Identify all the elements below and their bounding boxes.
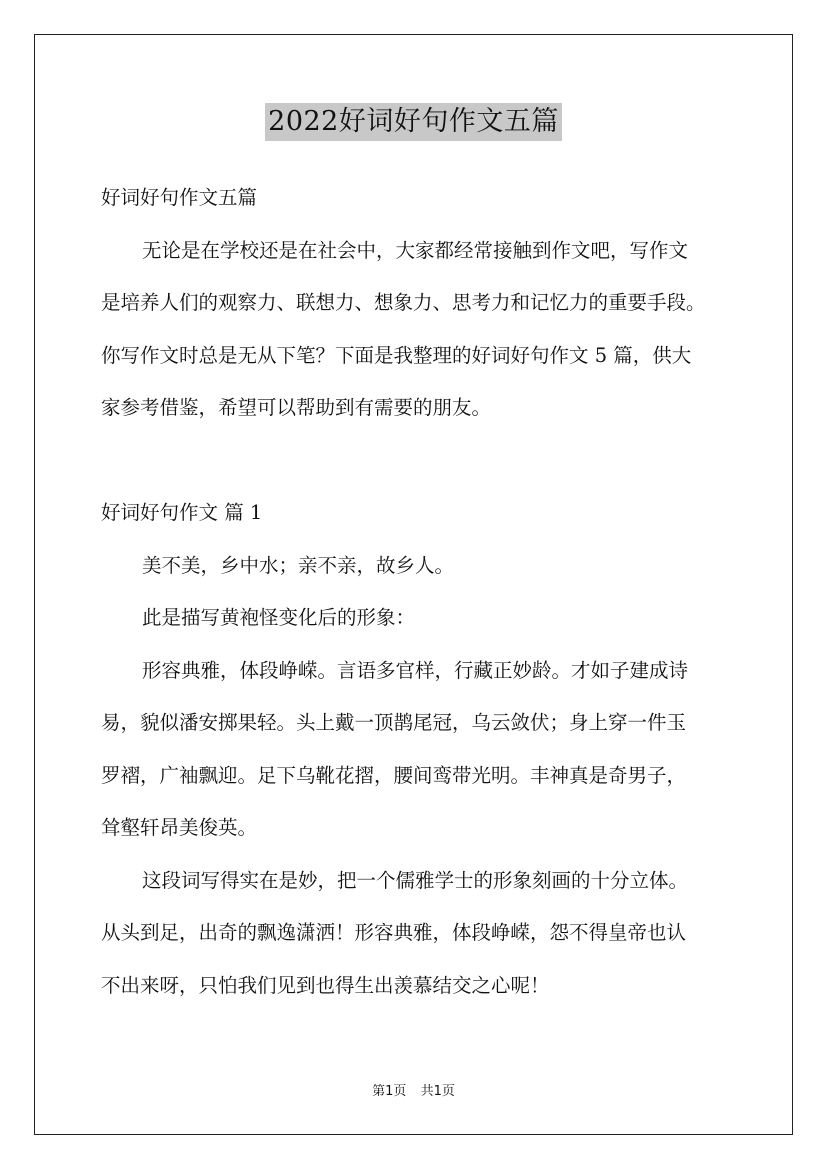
intro-line: 是培养人们的观察力、联想力、想象力、思考力和记忆力的重要手段。 xyxy=(101,291,706,314)
poem-line: 罗褶，广袖飘迎。足下乌靴花摺，腰间鸾带光明。丰神真是奇男子， xyxy=(101,763,687,787)
document-title-text: 2022好词好句作文五篇 xyxy=(265,103,562,141)
intro-line: 无论是在学校还是在社会中，大家都经常接触到作文吧，写作文 xyxy=(142,238,689,262)
section-line: 此是描写黄袍怪变化后的形象： xyxy=(142,606,416,629)
document-title xyxy=(0,103,827,144)
poem-line: 形容典雅，体段峥嵘。言语多官样，行藏正妙龄。才如子建成诗 xyxy=(142,658,689,682)
intro-line: 你写作文时总是无从下笔？下面是我整理的好词好句作文 5 篇，供大 xyxy=(101,343,692,367)
paragraph-gap xyxy=(101,435,741,488)
poem-line: 易，貌似潘安掷果轻。头上戴一顶鹊尾冠，乌云敛伏；身上穿一件玉 xyxy=(101,711,687,734)
section-heading: 好词好句作文 篇 1 xyxy=(101,501,263,524)
comment-line: 不出来呀，只怕我们见到也得生出羡慕结交之心呢！ xyxy=(101,973,550,997)
section-line: 美不美，乡中水；亲不亲，故乡人。 xyxy=(142,553,455,577)
document-body xyxy=(101,172,741,1012)
comment-line: 这段词写得实在是妙，把一个儒雅学士的形象刻画的十分立体。 xyxy=(142,868,689,892)
page-number: 第1页 xyxy=(372,1084,407,1099)
poem-line: 耸壑轩昂美俊英。 xyxy=(101,816,258,839)
intro-line: 家参考借鉴，希望可以帮助到有需要的朋友。 xyxy=(101,396,492,419)
document-subtitle: 好词好句作文五篇 xyxy=(101,186,258,209)
comment-line: 从头到足，出奇的飘逸潇洒！形容典雅，体段峥嵘，怨不得皇帝也认 xyxy=(101,921,687,944)
page-total: 共1页 xyxy=(420,1084,455,1099)
page-footer xyxy=(0,1083,827,1101)
